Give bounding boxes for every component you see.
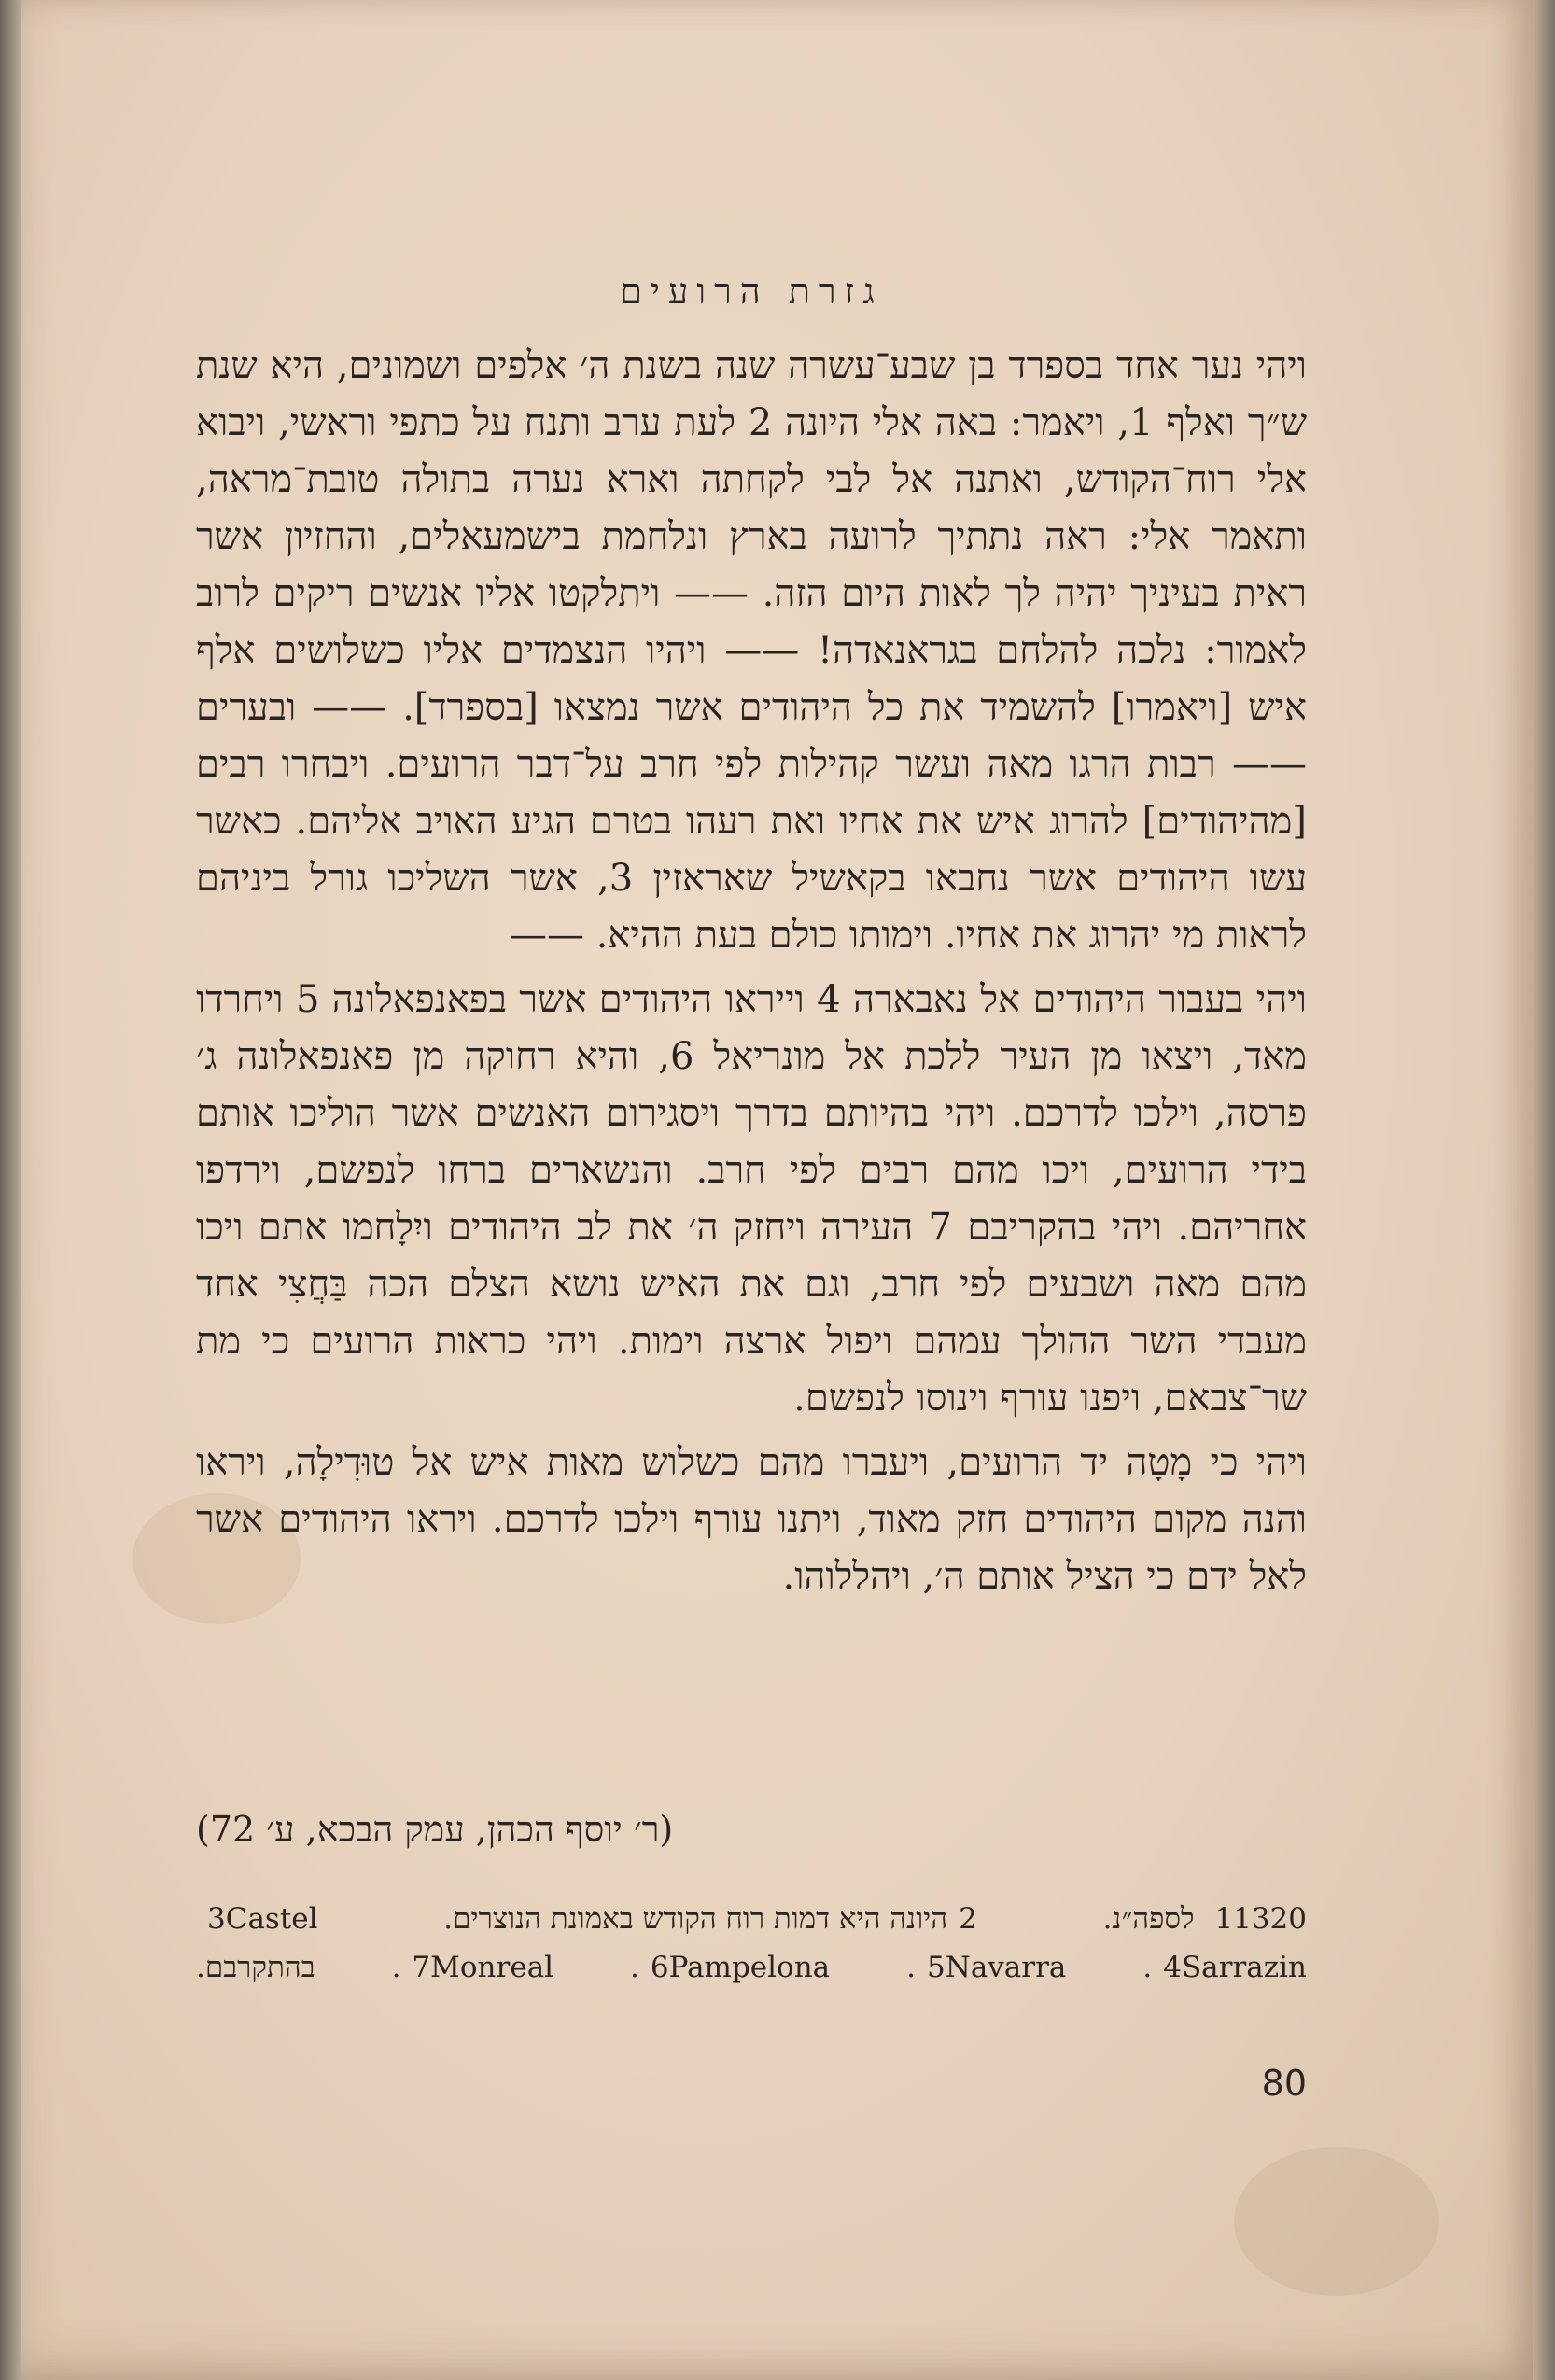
footnote-text: בהתקרבם. (196, 1951, 315, 1984)
footnote-text: Sarrazin. (1142, 1951, 1307, 1984)
page-title: גזרת הרועים (620, 271, 883, 312)
footnote-text: Navarra. (906, 1951, 1067, 1984)
footnote-number: 1 (1214, 1902, 1234, 1936)
footnotes (196, 1895, 1307, 1992)
footnote-row-2 (196, 1943, 1307, 1992)
body-text (196, 338, 1307, 1605)
footnote-number: 7 (412, 1951, 431, 1984)
footnote-7 (392, 1951, 554, 1984)
footnote-number: 4 (1163, 1951, 1182, 1984)
page-edge (1533, 0, 1555, 2380)
footnote-text: 1320 לספה״נ. (1102, 1902, 1307, 1936)
footnote-1 (1103, 1902, 1307, 1936)
footnote-4 (1142, 1951, 1307, 1984)
footnote-row-1 (196, 1895, 1307, 1943)
paragraph-1: ויהי נער אחד בספרד בן שבע־עשרה שנה בשנת ה׳ אלפים ושמונים, היא שנת ש״ך ואלף 1, ויאמר: באה אלי היונה 2 לעת ערב ותנח על כתפי וראשי, ויבוא אלי רוח־הקודש, ואתנה אל לבי לקחתה וארא נערה בתולה טובת־מראה, ותאמר אלי: ראה נתתיך לרועה בארץ ונלחמת בישמעאלים, והחזיון אשר ראית בעיניך יהיה לך לאות היום הזה. —— ויתלקטו אליו אנשים ריקים לרוב לאמור: נלכה להלחם בגראנאדה! —— ויהיו הנצמדים אליו כשלושים אלף איש [ויאמרו] להשמיד את כל היהודים אשר נמצאו [בספרד]. —— ובערים —— רבות הרגו מאה ועשר קהילות לפי חרב על־דבר הרועים. ויבחרו רבים [מהיהודים] להרוג איש את אחיו ואת רעהו בטרם הגיע האויב אליהם. כאשר עשו היהודים אשר נחבאו בקאשיל שאראזין 3, אשר השליכו גורל ביניהם לראות מי יהרוג את אחיו. וימותו כולם בעת ההיא. —— (196, 344, 1308, 957)
footnote-number: 3 (207, 1902, 226, 1936)
paragraph-3: ויהי כי מָטָה יד הרועים, ויעברו מהם כשלוש מאות איש אל טוּדִילָה, ויראו והנה מקום היהודים חזק מאוד, ויתנו עורף וילכו לדרכם. ויראו היהודים אשר לאל ידם כי הציל אותם ה׳, ויהללוהו. (196, 1441, 1307, 1598)
footnote-text: Castel (225, 1902, 318, 1936)
footnote-5 (906, 1951, 1066, 1984)
footnote-number: 2 (959, 1902, 977, 1936)
footnote-7-text (196, 1951, 315, 1984)
footnote-6 (630, 1951, 830, 1984)
page-number: 80 (1261, 2063, 1307, 2104)
paragraph-2: ויהי בעבור היהודים אל נאבארה 4 וייראו היהודים אשר בפאנפאלונה 5 ויחרדו מאד, ויצאו מן העיר ללכת אל מונריאל 6, והיא רחוקה מן פאנפאלונה ג׳ פרסה, וילכו לדרכם. ויהי בהיותם בדרך ויסגירום האנשים אשר הוליכו אותם בידי הרועים, ויכו מהם רבים לפי חרב. והנשארים ברחו לנפשם, וירדפו אחריהם. ויהי בהקריבם 7 העירה ויחזק ה׳ את לב היהודים ויִלָחמו אתם ויכו מהם מאה ושבעים לפי חרב, וגם את האיש נושא הצלם הכה בַּחֲצִי אחד מעבדי השר ההולך עמהם ויפול ארצה וימות. ויהי כראות הרועים כי מת שר־צבאם, ויפנו עורף וינוסו לנפשם. (196, 978, 1308, 1420)
paper-stain (1234, 2147, 1439, 2296)
footnote-2 (443, 1902, 977, 1936)
source-citation: (ר׳ יוסף הכהן, עמק הבכא, ע׳ 72) (196, 1809, 674, 1850)
footnote-text: היונה היא דמות רוח הקודש באמונת הנוצרים. (443, 1902, 948, 1936)
binding-edge (0, 0, 21, 2380)
footnote-number: 6 (650, 1951, 669, 1984)
footnote-number: 5 (926, 1951, 946, 1984)
footnote-3 (196, 1902, 318, 1936)
footnote-text: Monreal. (391, 1951, 554, 1984)
footnote-text: Pampelona. (630, 1951, 831, 1984)
